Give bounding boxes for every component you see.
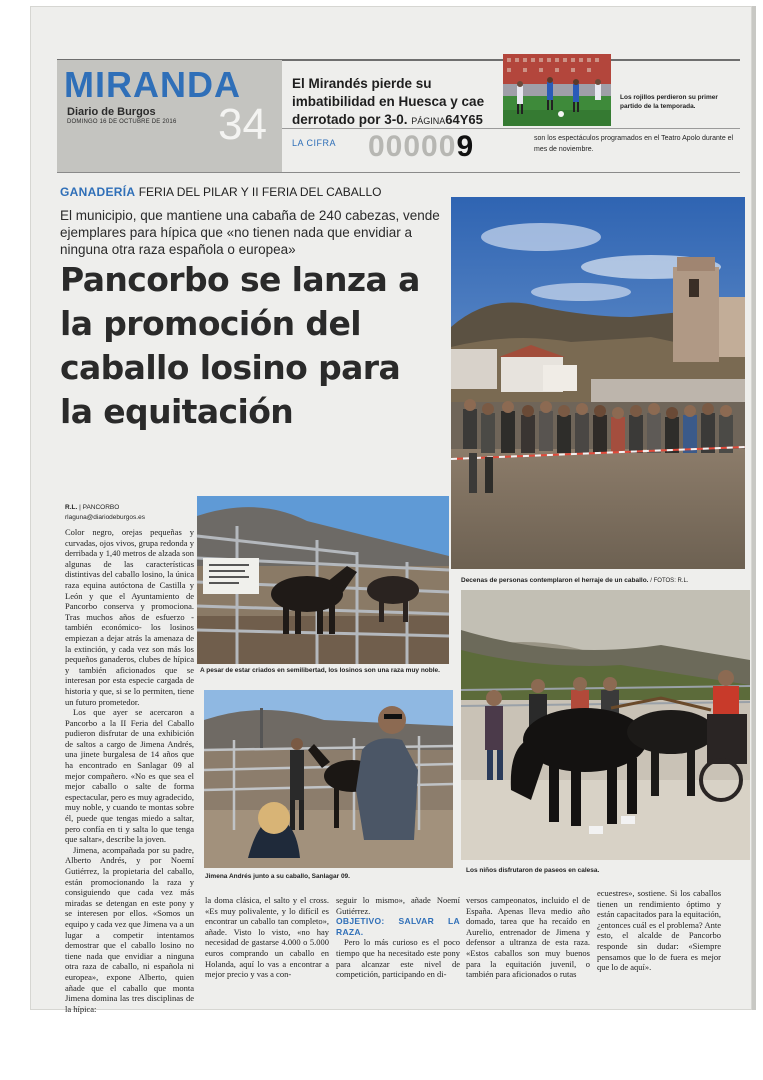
teaser-headline [292,75,497,130]
cifra-text: son los espectáculos programados en el Teatro Apolo durante el mes de noviembre. [534,135,734,153]
section-tag [60,185,381,199]
paragraph: versos campeonatos, incluido el de España. Apenas lleva medio año domado, tarea que ha recaído en Aurelio, entrenador de Jimena y defensor a ultranza de esta raza. «Estos caballos son muy buenos para la equitación juvenil, o también para aficionados o rutas [466,895,590,980]
body-column-4 [466,895,590,990]
teaser-photo-caption: Los rojillos perdieron su primer partido de la temporada. [620,94,718,110]
teaser-football-photo [503,54,611,126]
article-subhead: El municipio, que mantiene una cabaña de 240 cabezas, vende ejemplares para hípica que «no tienen nada que envidiar a ninguna otra raza española o europea» [60,208,440,257]
paragraph: la doma clásica, el salto y el cross. «Es muy polivalente, y lo difícil es encontrar un caballo tan completo», añade. Visto lo visto, «no hay necesidad de gastarse 4.000 o 5.000 euros comprando un caballo en Holanda, aquí lo vas a encontrar a mejor precio y vas a con- [205,895,329,980]
article-headline: Pancorbo se lanza a la promoción del caballo losino para la equitación [60,260,420,431]
teaser-text: El Mirandés pierde su imbatibilidad en Huesca y cae derrotado por 3-0. [292,76,485,127]
byline: R.L. | PANCORBO rlaguna@diariodeburgos.es [65,503,190,523]
byline-email: rlaguna@diariodeburgos.es [65,514,145,521]
photo-carriage [461,590,750,860]
paragraph: Los que ayer se acercaron a Pancorbo a la II Feria del Caballo pudieron disfrutar de una exhibición de saltos a cargo de Jimena Andrés, una jinete burgalesa de 14 años que ha encontrado en Sanlagar 09 al mejor compañero. «No es que sea el mejor caballo o salte de forma espectacular, pero es muy agradecido, muy noble, y cuando te montas sobre él, puede que tengas miedo a saltar, pero confía en ti y salta lo que tenga que saltar», describe la joven. [65,707,194,845]
cifra-label: LA CIFRA [292,138,337,148]
caption-pen: A pesar de estar criados en semilibertad, los losinos son una raza muy noble. [200,667,440,674]
photo-credit: / FOTOS: R.L. [650,578,689,584]
paragraph: ecuestres», sostiene. Si los caballos tienen un rendimiento óptimo y están capacitados para la equitación, ¿entonces cuál es el problema? Ante esto, el alcalde de Pancorbo responde sin dudar: «Siempre pensamos que lo de fuera es mejor que lo de aquí». [597,888,721,973]
page-number: 34 [218,100,267,149]
teaser-page-ref: PÁGINA64Y65 [411,112,483,127]
section-name: MIRANDA [64,64,241,105]
caption-crowd: Decenas de personas contemplaron el herraje de un caballo. / FOTOS: R.L. [461,577,689,584]
paragraph: seguir lo mismo», añade Noemí Gutiérrez. [336,895,460,916]
paper-name: Diario de Burgos [67,106,156,118]
paragraph: Pero lo más curioso es el poco tiempo que ha necesitado este pony para alcanzar este nivel de competición, participando en di- [336,937,460,980]
paragraph: Color negro, orejas pequeñas y curvadas, ojos vivos, grupa redonda y derribada y 1,40 metros de alzada son algunas de las características distintivas del caballo losino, la única raza equina autóctona de Castilla y León y que el Ayuntamiento de Pancorbo conserva y promociona. Tras muchos años de esfuerzo -también económico- los losinos empiezan a dejar atrás la amenaza de la extinción, y cada vez son más los pequeños ganaderos, clubes de hípica y también aficionados que se interesan por esta especie cargada de historia y que, si se lo permiten, tiene un futuro prometedor. [65,527,194,707]
tag-detail: FERIA DEL PILAR Y II FERIA DEL CABALLO [138,185,382,199]
header-bottom-rule [57,172,740,173]
cifra-number: 000009 [368,130,475,163]
photo-horse-pen [197,496,449,664]
body-column-5 [597,888,721,990]
body-column-2 [205,895,329,990]
photo-crowd-village [451,197,745,569]
body-column-3 [336,895,460,990]
scan-edge [752,6,756,1010]
caption-carriage: Los niños disfrutaron de paseos en calesa. [466,867,600,874]
caption-jimena: Jimena Andrés junto a su caballo, Sanlagar 09. [205,873,350,880]
cifra-rule [282,128,740,129]
tag-category: GANADERÍA [60,185,136,199]
paper-date: DOMINGO 16 DE OCTUBRE DE 2016 [67,119,177,125]
body-subtitle: OBJETIVO: SALVAR LA RAZA. [336,916,460,937]
paragraph: Jimena, acompañada por su padre, Alberto Andrés, y por Noemí Gutiérrez, la propietaria del caballo, están promocionando la raza y consiguiendo que cada vez más miradas se detengan en este pony y se interesen por ellos. «Somos un equipo y cada vez que Jimena va a un lugar a competir intentamos demostrar que el caballo losino no tiene nada que envidiar a ninguna otra raza de caballo, ni española ni europea», expone Alberto, quien añade que el caballo que monta Jimena domina las tres disciplinas de la hípica: [65,844,194,1014]
body-column-1 [65,527,194,1014]
photo-jimena-horse [204,690,453,868]
